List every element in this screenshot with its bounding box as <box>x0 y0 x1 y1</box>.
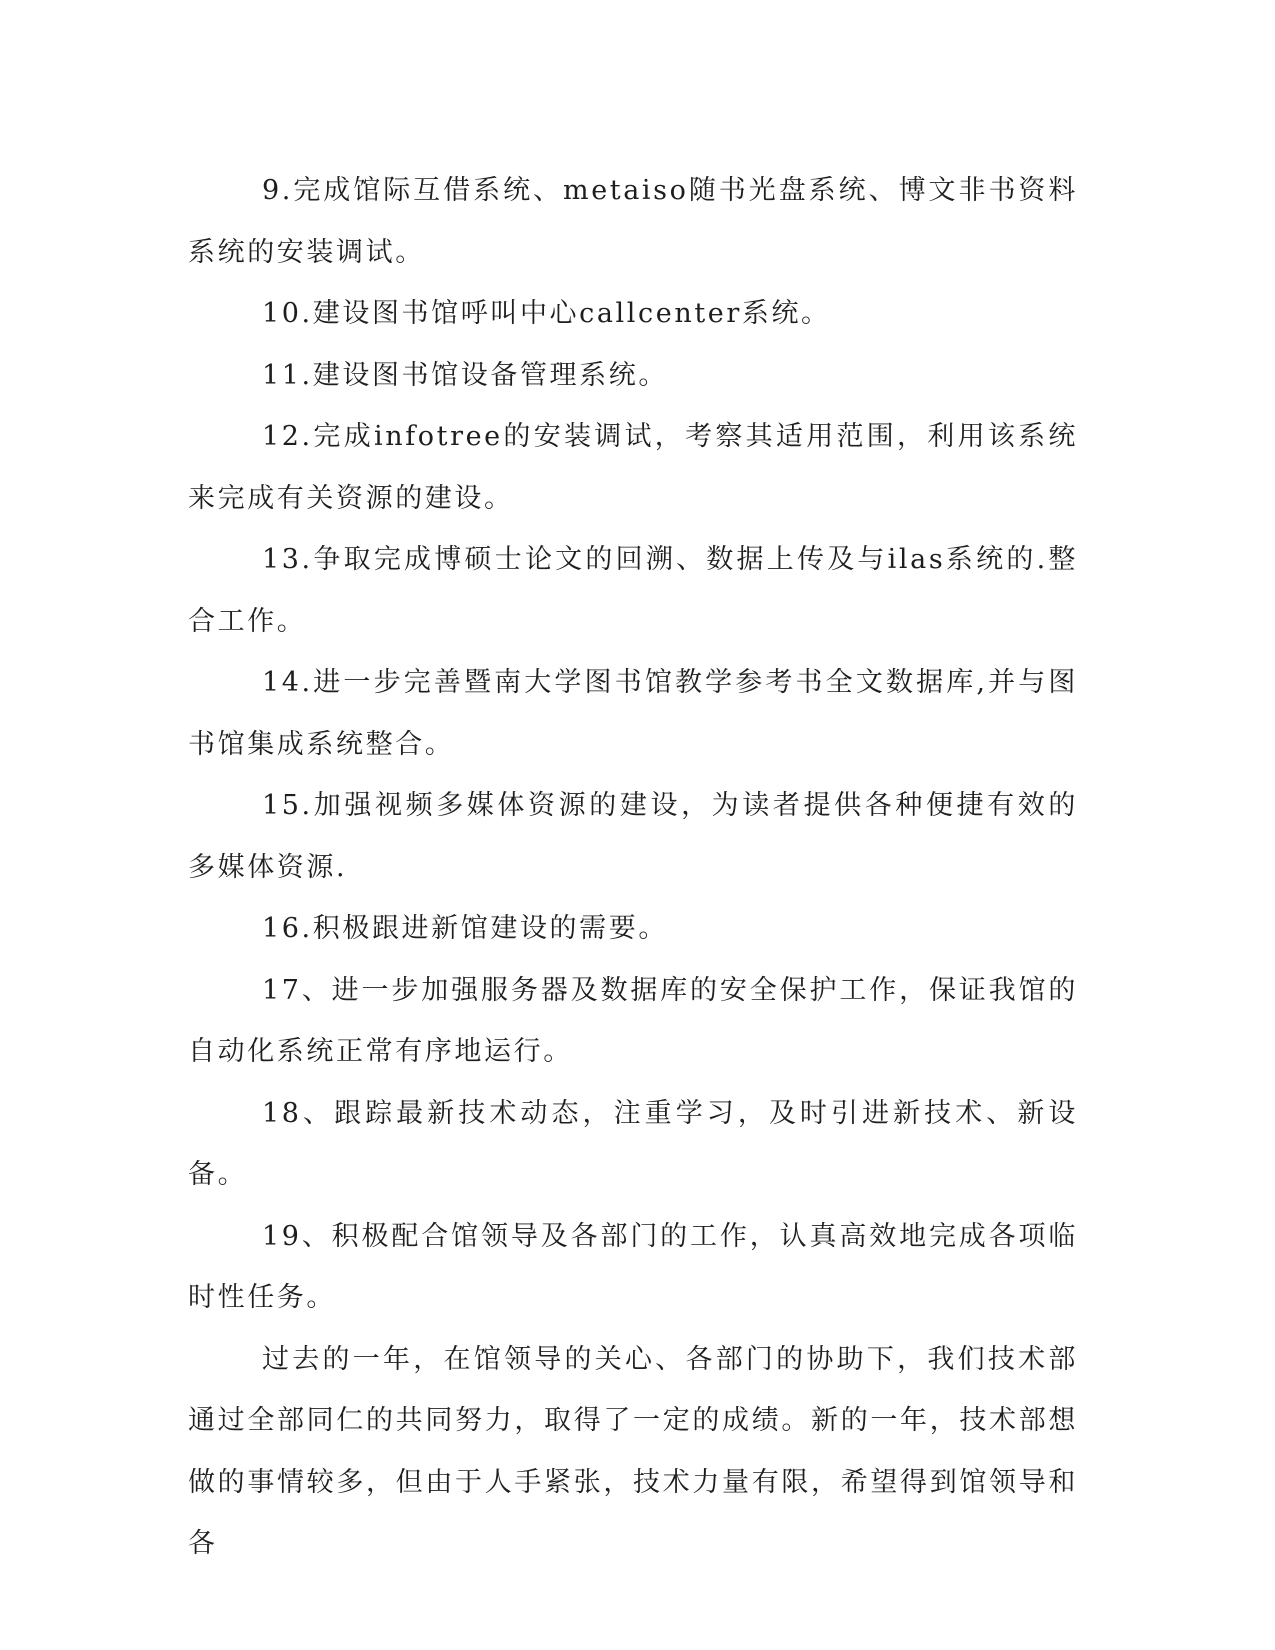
paragraph-item-14: 14.进一步完善暨南大学图书馆教学参考书全文数据库,并与图书馆集成系统整合。 <box>188 667 1078 760</box>
paragraph-item-9: 9.完成馆际互借系统、metaiso随书光盘系统、博文非书资料系统的安装调试。 <box>188 175 1078 268</box>
document-body <box>188 160 1078 1575</box>
paragraph-item-11: 11.建设图书馆设备管理系统。 <box>262 359 668 391</box>
paragraph-item-16: 16.积极跟进新馆建设的需要。 <box>262 913 668 944</box>
paragraph-item-19: 19、积极配合馆领导及各部门的工作，认真高效地完成各项临时性任务。 <box>188 1220 1078 1313</box>
paragraph-item-17: 17、进一步加强服务器及数据库的安全保护工作，保证我馆的自动化系统正常有序地运行。 <box>188 974 1078 1067</box>
paragraph-item-15: 15.加强视频多媒体资源的建设，为读者提供各种便捷有效的多媒体资源. <box>188 790 1078 883</box>
paragraph-item-13: 13.争取完成博硕士论文的回溯、数据上传及与ilas系统的.整合工作。 <box>188 544 1079 637</box>
paragraph-item-10: 10.建设图书馆呼叫中心callcenter系统。 <box>262 298 831 329</box>
paragraph-summary: 过去的一年，在馆领导的关心、各部门的协助下，我们技术部通过全部同仁的共同努力，取得了一定的成绩。新的一年，技术部想做的事情较多，但由于人手紧张，技术力量有限，希望得到馆领导和各 <box>188 1343 1078 1559</box>
paragraph-item-12: 12.完成infotree的安装调试，考察其适用范围，利用该系统来完成有关资源的建设。 <box>188 421 1078 514</box>
paragraph-item-18: 18、跟踪最新技术动态，注重学习，及时引进新技术、新设备。 <box>188 1097 1078 1190</box>
